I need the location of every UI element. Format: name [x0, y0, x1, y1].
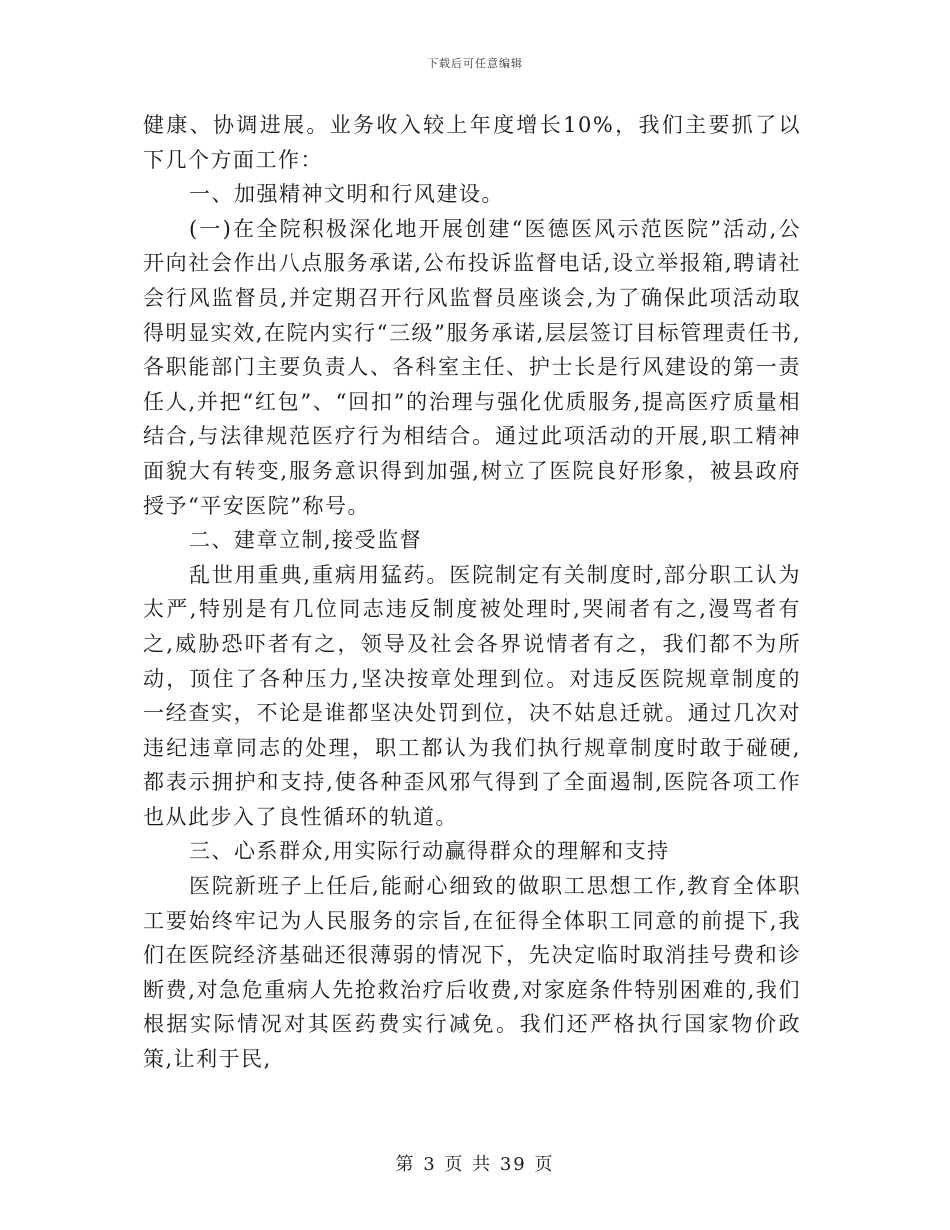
document-body	[143, 108, 801, 1077]
paragraph-section-1: (一)在全院积极深化地开展创建“医德医风示范医院”活动,公开向社会作出八点服务承诺,公布投诉监督电话,设立举报箱,聘请社会行风监督员,并定期召开行风监督员座谈会,为了确保此项活动取得明显实效,在院内实行“三级”服务承诺,层层签订目标管理责任书,各职能部门主要负责人、各科室主任、护士长是行风建设的第一责任人,并把“红包”、“回扣”的治理与强化优质服务,提高医疗质量相结合,与法律规范医疗行为相结合。通过此项活动的开展,职工精神面貌大有转变,服务意识得到加强,树立了医院良好形象，被县政府授予“平安医院”称号。	[143, 216, 801, 518]
section-heading-3: 三、心系群众,用实际行动赢得群众的理解和支持	[189, 839, 670, 864]
paragraph-continuation: 健康、协调进展。业务收入较上年度增长10%，我们主要抓了以下几个方面工作：	[143, 113, 801, 172]
section-heading-2: 二、建章立制,接受监督	[189, 528, 423, 553]
paragraph-section-3: 医院新班子上任后,能耐心细致的做职工思想工作,教育全体职工要始终牢记为人民服务的宗旨,在征得全体职工同意的前提下,我们在医院经济基础还很薄弱的情况下，先决定临时取消挂号费和诊断费,对急危重病人先抢救治疗后收费,对家庭条件特别困难的,我们根据实际情况对其医药费实行减免。我们还严格执行国家物价政策,让利于民,	[143, 874, 801, 1072]
paragraph-section-2: 乱世用重典,重病用猛药。医院制定有关制度时,部分职工认为太严,特别是有几位同志违反制度被处理时,哭闹者有之,漫骂者有之,威胁恐吓者有之，领导及社会各界说情者有之，我们都不为所动，顶住了各种压力,坚决按章处理到位。对违反医院规章制度的一经查实，不论是谁都坚决处罚到位，决不姑息迁就。通过几次对违纪违章同志的处理，职工都认为我们执行规章制度时敢于碰硬,都表示拥护和支持,使各种歪风邪气得到了全面遏制,医院各项工作也从此步入了良性循环的轨道。	[143, 562, 801, 829]
page-number-footer: 第 3 页 共 39 页	[395, 1154, 555, 1175]
page-header-note: 下载后可任意编辑	[427, 57, 523, 70]
section-heading-1: 一、加强精神文明和行风建设。	[189, 182, 504, 207]
